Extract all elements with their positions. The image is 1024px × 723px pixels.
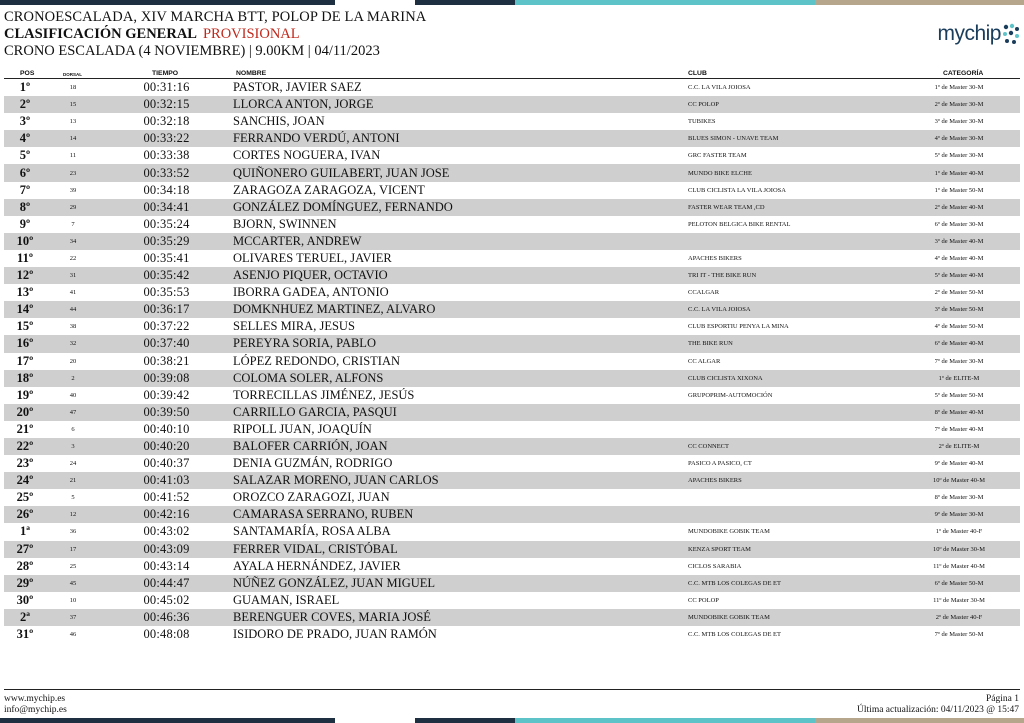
club-cell: GRC FASTER TEAM xyxy=(688,152,747,160)
dorsal-cell: 13 xyxy=(69,118,77,126)
pos-cell: 16º xyxy=(4,335,46,352)
dorsal-cell: 10 xyxy=(69,596,77,604)
mychip-logo[interactable] xyxy=(937,22,1020,46)
dorsal-cell: 46 xyxy=(69,631,77,639)
dorsal-cell: 17 xyxy=(46,541,100,558)
club-cell xyxy=(688,421,898,438)
dorsal-cell: 24 xyxy=(69,460,77,468)
category-cell: 5º de Master 40-M xyxy=(898,267,1020,284)
event-title: CRONOESCALADA, XIV MARCHA BTT, POLOP DE LA MARINA xyxy=(4,9,427,25)
category-cell: 7º de Master 40-M xyxy=(934,425,984,433)
club-cell: CC CONNECT xyxy=(688,438,898,455)
category-cell: 1º de Master 40-M xyxy=(898,164,1020,181)
time-cell: 00:39:08 xyxy=(100,370,233,387)
name-cell: ZARAGOZA ZARAGOZA, VICENT xyxy=(233,182,425,197)
name-cell: GUAMAN, ISRAEL xyxy=(233,592,340,607)
table-row xyxy=(4,164,1020,181)
category-cell: 8º de Master 40-M xyxy=(898,404,1020,421)
col-categoria: CATEGORÍA xyxy=(943,70,984,77)
time-cell: 00:43:09 xyxy=(100,541,233,558)
footer-web-link[interactable]: www.mychip.es xyxy=(4,694,66,704)
table-row xyxy=(4,250,1020,267)
category-cell: 1º de Master 50-M xyxy=(934,186,984,194)
time-cell: 00:33:52 xyxy=(100,164,233,181)
club-cell xyxy=(688,404,898,421)
dorsal-cell: 31 xyxy=(46,267,100,284)
logo-text: mychip xyxy=(937,22,1001,45)
table-row xyxy=(4,353,1020,370)
time-cell: 00:34:41 xyxy=(100,199,233,216)
club-cell xyxy=(688,506,898,523)
category-cell: 7º de Master 50-M xyxy=(934,631,984,639)
dorsal-cell: 15 xyxy=(46,96,100,113)
club-cell: C.C. LA VILA JOIOSA xyxy=(688,301,898,318)
club-cell: C.C. MTB LOS COLEGAS DE ET xyxy=(688,575,898,592)
club-cell: GRUPOPRIM-AUTOMOCIÓN xyxy=(688,391,773,399)
table-row xyxy=(4,523,1020,540)
club-cell: APACHES BIKERS xyxy=(688,472,898,489)
name-cell: OROZCO ZARAGOZI, JUAN xyxy=(233,490,390,505)
dorsal-cell: 21 xyxy=(46,472,100,489)
page-number: Página 1 xyxy=(986,694,1019,704)
category-cell: 11º de Master 40-M xyxy=(933,562,985,570)
table-row xyxy=(4,592,1020,609)
pos-cell: 1ª xyxy=(20,524,30,539)
club-cell: CC ALGAR xyxy=(688,357,721,365)
name-cell: MCCARTER, ANDREW xyxy=(233,233,688,250)
pos-cell: 29º xyxy=(4,575,46,592)
pos-cell: 24º xyxy=(4,472,46,489)
last-updated: Última actualización: 04/11/2023 @ 15:47 xyxy=(857,705,1019,715)
club-cell: MUNDOBIKE GOBIK TEAM xyxy=(688,609,898,626)
name-cell: SALAZAR MORENO, JUAN CARLOS xyxy=(233,472,688,489)
dorsal-cell: 3 xyxy=(46,438,100,455)
dorsal-cell: 6 xyxy=(71,425,75,433)
table-row xyxy=(4,318,1020,335)
name-cell: PASTOR, JAVIER SAEZ xyxy=(233,80,362,95)
pos-cell: 15º xyxy=(16,319,34,334)
club-cell xyxy=(688,233,898,250)
name-cell: BALOFER CARRIÓN, JOAN xyxy=(233,438,688,455)
col-tiempo: TIEMPO xyxy=(152,70,179,77)
pos-cell: 31º xyxy=(16,627,34,642)
category-cell: 6º de Master 50-M xyxy=(898,575,1020,592)
category-cell: 9º de Master 30-M xyxy=(898,506,1020,523)
time-cell: 00:40:20 xyxy=(100,438,233,455)
dorsal-cell: 12 xyxy=(46,506,100,523)
time-cell: 00:35:29 xyxy=(100,233,233,250)
category-cell: 4º de Master 30-M xyxy=(898,130,1020,147)
table-row xyxy=(4,79,1020,96)
pos-cell: 11º xyxy=(17,250,33,265)
col-pos: POS xyxy=(20,70,35,77)
club-cell xyxy=(688,489,898,506)
name-cell: ASENJO PIQUER, OCTAVIO xyxy=(233,267,688,284)
name-cell: AYALA HERNÁNDEZ, JAVIER xyxy=(233,558,401,573)
time-cell: 00:35:53 xyxy=(143,285,190,300)
dorsal-cell: 32 xyxy=(46,335,100,352)
table-row xyxy=(4,96,1020,113)
name-cell: TORRECILLAS JIMÉNEZ, JESÚS xyxy=(233,387,415,402)
time-cell: 00:38:21 xyxy=(143,353,190,368)
name-cell: PEREYRA SORIA, PABLO xyxy=(233,335,688,352)
table-row xyxy=(4,370,1020,387)
time-cell: 00:35:42 xyxy=(100,267,233,284)
top-color-bar xyxy=(0,0,1024,5)
time-cell: 00:32:18 xyxy=(143,114,190,129)
time-cell: 00:37:22 xyxy=(143,319,190,334)
pos-cell: 3º xyxy=(19,114,31,129)
table-row xyxy=(4,199,1020,216)
category-cell: 10º de Master 30-M xyxy=(898,541,1020,558)
name-cell: CORTES NOGUERA, IVAN xyxy=(233,148,381,163)
category-cell: 2º de Master 30-M xyxy=(898,96,1020,113)
name-cell: IBORRA GADEA, ANTONIO xyxy=(233,285,389,300)
time-cell: 00:33:38 xyxy=(143,148,190,163)
table-row xyxy=(4,387,1020,404)
footer-left xyxy=(4,694,67,716)
dorsal-cell: 14 xyxy=(46,130,100,147)
time-cell: 00:31:16 xyxy=(143,80,190,95)
footer-email-link[interactable]: info@mychip.es xyxy=(4,705,67,715)
category-cell: 2º de ELITE-M xyxy=(898,438,1020,455)
pos-cell: 22º xyxy=(4,438,46,455)
dorsal-cell: 41 xyxy=(69,289,77,297)
time-cell: 00:41:52 xyxy=(143,490,190,505)
table-row xyxy=(4,335,1020,352)
pos-cell: 17º xyxy=(16,353,34,368)
name-cell: FERRANDO VERDÚ, ANTONI xyxy=(233,130,688,147)
category-cell: 6º de Master 40-M xyxy=(898,335,1020,352)
dorsal-cell: 39 xyxy=(69,186,77,194)
time-cell: 00:39:50 xyxy=(100,404,233,421)
category-cell: 2º de Master 40-F xyxy=(898,609,1020,626)
name-cell: LLORCA ANTON, JORGE xyxy=(233,96,688,113)
table-row xyxy=(4,455,1020,472)
status-provisional: PROVISIONAL xyxy=(202,26,300,42)
classification-title xyxy=(4,26,426,43)
category-cell: 1º de Master 30-M xyxy=(934,84,984,92)
pos-cell: 12º xyxy=(4,267,46,284)
pos-cell: 6º xyxy=(4,164,46,181)
category-cell: 5º de Master 50-M xyxy=(934,391,984,399)
table-row xyxy=(4,233,1020,250)
club-cell: TRI IT - THE BIKE RUN xyxy=(688,267,898,284)
dorsal-cell: 36 xyxy=(69,528,77,536)
dorsal-cell: 20 xyxy=(69,357,77,365)
club-cell: MUNDOBIKE GOBIK TEAM xyxy=(688,528,770,536)
pos-cell: 28º xyxy=(16,558,34,573)
pos-cell: 18º xyxy=(4,370,46,387)
table-row xyxy=(4,472,1020,489)
dorsal-cell: 34 xyxy=(46,233,100,250)
pos-cell: 2º xyxy=(4,96,46,113)
time-cell: 00:46:36 xyxy=(100,609,233,626)
name-cell: BERENGUER COVES, MARIA JOSÉ xyxy=(233,609,688,626)
pos-cell: 19º xyxy=(16,387,34,402)
name-cell: ISIDORO DE PRADO, JUAN RAMÓN xyxy=(233,627,437,642)
pos-cell: 21º xyxy=(16,421,34,436)
club-cell: C.C. LA VILA JOIOSA xyxy=(688,84,751,92)
category-cell: 9º de Master 40-M xyxy=(934,460,984,468)
name-cell: CAMARASA SERRANO, RUBEN xyxy=(233,506,688,523)
dorsal-cell: 2 xyxy=(46,370,100,387)
table-row xyxy=(4,506,1020,523)
category-cell: 5º de Master 30-M xyxy=(934,152,984,160)
pos-cell: 10º xyxy=(4,233,46,250)
pos-cell: 1º xyxy=(19,80,31,95)
time-cell: 00:35:41 xyxy=(143,250,190,265)
name-cell: OLIVARES TERUEL, JAVIER xyxy=(233,250,392,265)
time-cell: 00:40:37 xyxy=(143,456,190,471)
club-cell: CC POLOP xyxy=(688,96,898,113)
dorsal-cell: 7 xyxy=(71,220,75,228)
table-row xyxy=(4,541,1020,558)
classification-label: CLASIFICACIÓN GENERAL xyxy=(4,26,197,42)
name-cell: SANCHIS, JOAN xyxy=(233,114,325,129)
bottom-color-bar xyxy=(0,718,1024,723)
table-row xyxy=(4,301,1020,318)
pos-cell: 25º xyxy=(16,490,34,505)
table-row xyxy=(4,421,1020,438)
name-cell: NÚÑEZ GONZÁLEZ, JUAN MIGUEL xyxy=(233,575,688,592)
time-cell: 00:43:02 xyxy=(143,524,190,539)
pos-cell: 8º xyxy=(4,199,46,216)
category-cell: 1º de ELITE-M xyxy=(898,370,1020,387)
table-row xyxy=(4,404,1020,421)
category-cell: 2º de Master 50-M xyxy=(934,289,984,297)
pos-cell: 23º xyxy=(16,456,34,471)
club-cell: CLUB CICLISTA LA VILA JOIOSA xyxy=(688,186,786,194)
name-cell: BJORN, SWINNEN xyxy=(233,216,337,231)
club-cell: PASICO A PASICO, CT xyxy=(688,460,752,468)
table-row xyxy=(4,438,1020,455)
time-cell: 00:40:10 xyxy=(143,421,190,436)
stage-info: CRONO ESCALADA (4 NOVIEMBRE) | 9.00KM | 04/11/2023 xyxy=(4,43,380,59)
dorsal-cell: 11 xyxy=(69,152,77,160)
category-cell: 3º de Master 30-M xyxy=(934,118,984,126)
club-cell: MUNDO BIKE ELCHE xyxy=(688,164,898,181)
results-table xyxy=(4,79,1020,643)
club-cell: CCALGAR xyxy=(688,289,720,297)
club-cell: PELOTON BELGICA BIKE RENTAL xyxy=(688,220,791,228)
dorsal-cell: 5 xyxy=(71,494,75,502)
dorsal-cell: 45 xyxy=(46,575,100,592)
time-cell: 00:43:14 xyxy=(143,558,190,573)
name-cell: FERRER VIDAL, CRISTÓBAL xyxy=(233,541,688,558)
pos-cell: 13º xyxy=(16,285,34,300)
category-cell: 10º de Master 40-M xyxy=(898,472,1020,489)
dorsal-cell: 47 xyxy=(46,404,100,421)
col-dorsal: DORSAL xyxy=(63,72,82,77)
pos-cell: 9º xyxy=(19,216,31,231)
document-header xyxy=(4,8,426,60)
time-cell: 00:33:22 xyxy=(100,130,233,147)
dorsal-cell: 18 xyxy=(69,84,77,92)
time-cell: 00:35:24 xyxy=(143,216,190,231)
dorsal-cell: 25 xyxy=(69,562,77,570)
col-nombre: NOMBRE xyxy=(236,70,267,77)
club-cell: FASTER WEAR TEAM ,CD xyxy=(688,199,898,216)
table-row xyxy=(4,284,1020,301)
dorsal-cell: 22 xyxy=(69,254,77,262)
name-cell: SANTAMARÍA, ROSA ALBA xyxy=(233,524,391,539)
dorsal-cell: 38 xyxy=(69,323,77,331)
dorsal-cell: 37 xyxy=(46,609,100,626)
dorsal-cell: 40 xyxy=(69,391,77,399)
category-cell: 4º de Master 40-M xyxy=(934,254,984,262)
dorsal-cell: 44 xyxy=(46,301,100,318)
time-cell: 00:34:18 xyxy=(143,182,190,197)
time-cell: 00:45:02 xyxy=(143,592,190,607)
club-cell: THE BIKE RUN xyxy=(688,335,898,352)
category-cell: 8º de Master 30-M xyxy=(934,494,984,502)
category-cell: 3º de Master 40-M xyxy=(898,233,1020,250)
table-row xyxy=(4,558,1020,575)
logo-dots-icon xyxy=(1002,23,1020,45)
footer-divider xyxy=(4,689,1020,690)
category-cell: 4º de Master 50-M xyxy=(934,323,984,331)
pos-cell: 4º xyxy=(4,130,46,147)
name-cell: RIPOLL JUAN, JOAQUÍN xyxy=(233,421,372,436)
time-cell: 00:36:17 xyxy=(100,301,233,318)
club-cell: CLUB CICLISTA XIXONA xyxy=(688,370,898,387)
col-club: CLUB xyxy=(688,70,707,77)
pos-cell: 14º xyxy=(4,301,46,318)
time-cell: 00:39:42 xyxy=(143,387,190,402)
name-cell: DOMKNHUEZ MARTINEZ, ALVARO xyxy=(233,301,688,318)
club-cell: BLUES SIMON - UNAVE TEAM xyxy=(688,130,898,147)
name-cell: QUIÑONERO GUILABERT, JUAN JOSE xyxy=(233,164,688,181)
category-cell: 3º de Master 50-M xyxy=(898,301,1020,318)
time-cell: 00:41:03 xyxy=(100,472,233,489)
table-row xyxy=(4,626,1020,643)
club-cell: CC POLOP xyxy=(688,596,719,604)
table-row xyxy=(4,147,1020,164)
pos-cell: 5º xyxy=(19,148,31,163)
name-cell: DENIA GUZMÁN, RODRIGO xyxy=(233,456,393,471)
club-cell: C.C. MTB LOS COLEGAS DE ET xyxy=(688,631,781,639)
name-cell: GONZÁLEZ DOMÍNGUEZ, FERNANDO xyxy=(233,199,688,216)
pos-cell: 2ª xyxy=(4,609,46,626)
table-row xyxy=(4,267,1020,284)
club-cell: KENZA SPORT TEAM xyxy=(688,541,898,558)
time-cell: 00:44:47 xyxy=(100,575,233,592)
time-cell: 00:37:40 xyxy=(100,335,233,352)
dorsal-cell: 29 xyxy=(46,199,100,216)
category-cell: 11º de Master 30-M xyxy=(933,596,985,604)
club-cell: CLUB ESPORTIU PENYA LA MINA xyxy=(688,323,789,331)
club-cell: TUBIKES xyxy=(688,118,716,126)
time-cell: 00:32:15 xyxy=(100,96,233,113)
category-cell: 6º de Master 30-M xyxy=(934,220,984,228)
category-cell: 7º de Master 30-M xyxy=(934,357,984,365)
category-cell: 1º de Master 40-F xyxy=(935,528,983,536)
time-cell: 00:48:08 xyxy=(143,627,190,642)
name-cell: CARRILLO GARCIA, PASQUI xyxy=(233,404,688,421)
table-row xyxy=(4,489,1020,506)
pos-cell: 27º xyxy=(4,541,46,558)
pos-cell: 7º xyxy=(19,182,31,197)
dorsal-cell: 23 xyxy=(46,164,100,181)
time-cell: 00:42:16 xyxy=(100,506,233,523)
club-cell: CICLOS SARABIA xyxy=(688,562,742,570)
name-cell: LÓPEZ REDONDO, CRISTIAN xyxy=(233,353,401,368)
table-row xyxy=(4,182,1020,199)
pos-cell: 26º xyxy=(4,506,46,523)
table-row xyxy=(4,575,1020,592)
footer-right xyxy=(857,694,1019,716)
table-row xyxy=(4,130,1020,147)
name-cell: SELLES MIRA, JESUS xyxy=(233,319,355,334)
pos-cell: 30º xyxy=(16,592,34,607)
club-cell: APACHES BIKERS xyxy=(688,254,742,262)
pos-cell: 20º xyxy=(4,404,46,421)
name-cell: COLOMA SOLER, ALFONS xyxy=(233,370,688,387)
table-row xyxy=(4,609,1020,626)
table-row xyxy=(4,113,1020,130)
category-cell: 2º de Master 40-M xyxy=(898,199,1020,216)
table-row xyxy=(4,216,1020,233)
